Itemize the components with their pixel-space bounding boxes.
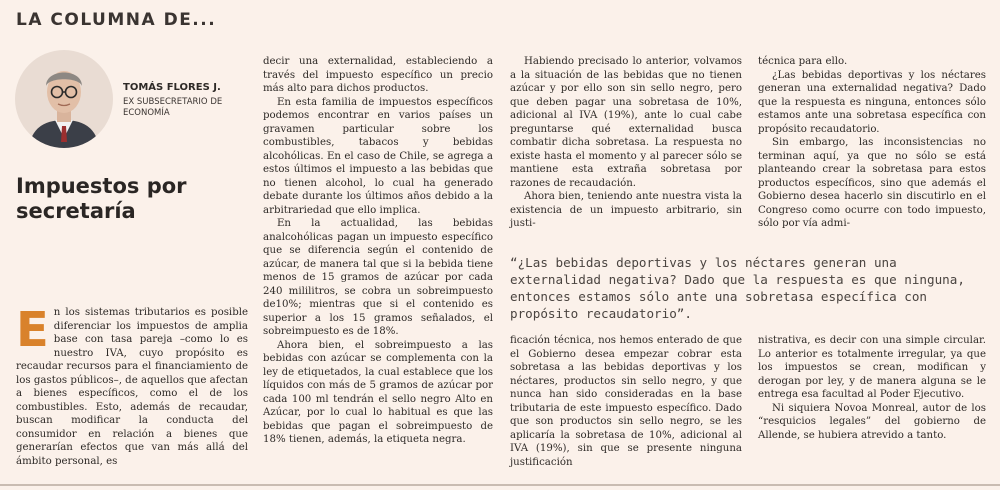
column-4-paragraph-1: técnica para ello. bbox=[758, 56, 848, 67]
column-1-text: n los sistemas tributarios es posible diferenciar los impuestos de amplia base con tasa pareja –como lo es nuestro IVA, cuyo propósito es recaudar recursos para el financiamiento de los gastos públicos–, de aquellos que afectan a bienes específicos, como el de los combustibles. Esto, además de recaudar, buscan modificar la conducta del consumidor en relación a bienes que generarían efectos que van más allá del ámbito personal, es bbox=[16, 307, 248, 467]
column-4-paragraph-3: Sin embargo, las inconsistencias no terminan aquí, ya que no sólo se está planteando crear la sobretasa para estos productos específicos, sino que además el Gobierno desea hacerlo sin discutirlo en el Congreso como ocurre con todo impuesto, sólo por vía admi- bbox=[758, 137, 986, 229]
column-2-paragraph-3: En la actualidad, las bebidas analcohólicas pagan un impuesto específico que se diferencia según el contenido de azúcar, de manera tal que si la bebida tiene menos de 15 gramos de azúcar por cada 240 mililitros, se cobra un sobreimpuesto de10%; mientras que si el contenido es superior a los 15 gramos señalados, el sobreimpuesto es de 18%. bbox=[263, 218, 493, 337]
column-4-paragraph-5: Ni siquiera Novoa Monreal, autor de los “resquicios legales” del gobierno de Allende, se hubiera atrevido a tanto. bbox=[758, 402, 986, 441]
author-portrait-icon bbox=[15, 50, 113, 148]
pull-quote: “¿Las bebidas deportivas y los néctares generan una externalidad negativa? Dado que la respuesta es que ninguna, entonces estamos sólo ante una sobretasa específica con propósito recaudatorio”. bbox=[510, 255, 965, 321]
column-3-top bbox=[510, 55, 742, 231]
column-1 bbox=[16, 302, 248, 468]
column-4-bottom bbox=[758, 334, 986, 442]
column-1-paragraph bbox=[16, 302, 248, 468]
dropcap-letter: E bbox=[16, 302, 49, 358]
column-3-paragraph-2: Ahora bien, teniendo ante nuestra vista la existencia de un impuesto arbitrario, sin justi- bbox=[510, 191, 742, 229]
column-3-bottom bbox=[510, 334, 742, 469]
article-headline: Impuestos por secretaría bbox=[16, 174, 187, 223]
section-header: LA COLUMNA DE... bbox=[16, 10, 217, 30]
column-2-paragraph-4: Ahora bien, el sobreimpuesto a las bebidas con azúcar se complementa con la ley de etiquetados, la cual establece que los líquidos con más de 5 gramos de azúcar por cada 100 ml tendrán el sello negro Alto en Azúcar, por lo cual lo habitual es que las bebidas que pagan el sobreimpuesto de 18% tienen, además, la etiqueta negra. bbox=[263, 339, 493, 445]
author-avatar bbox=[15, 50, 113, 148]
column-3-paragraph-1: Habiendo precisado lo anterior, volvamos a la situación de las bebidas que no tienen azúcar y por ello son sin sello negro, pero que deben pagar una sobretasa de 10%, adicional al IVA (19%), ante lo cual cabe preguntarse qué externalidad busca combatir dicha sobretasa. La respuesta no existe hasta el momento y al parecer sólo se mantiene esta extraña sobretasa por razones de recaudación. bbox=[510, 56, 742, 189]
author-name: TOMÁS FLORES J. bbox=[123, 82, 221, 93]
author-role: EX SUBSECRETARIO DE ECONOMÍA bbox=[123, 97, 223, 118]
column-2-paragraph-2: En esta familia de impuestos específicos podemos encontrar en varios países un gravamen particular sobre los combustibles, tabacos y bebidas alcohólicas. En el caso de Chile, se agrega a estos últimos el impuesto a las bebidas que no tienen alcohol, lo cual ha generado debate durante los últimos años debido a la arbitrariedad que ello implica. bbox=[263, 96, 493, 216]
column-2-paragraph-1: decir una externalidad, estableciendo a través del impuesto específico un precio más alto para dichos productos. bbox=[263, 56, 493, 94]
column-4-top bbox=[758, 55, 986, 231]
column-4-paragraph-4: nistrativa, es decir con una simple circular. Lo anterior es totalmente irregular, ya que los impuestos se crean, modifican y derogan por ley, y de manera alguna se le entrega esa facultad al Poder Ejecutivo. bbox=[758, 335, 986, 400]
bottom-divider bbox=[0, 484, 1000, 486]
column-4-paragraph-2: ¿Las bebidas deportivas y los néctares generan una externalidad negativa? Dado que la respuesta es ninguna, entonces sólo estamos ante una sobretasa específica con propósito recaudatorio. bbox=[758, 69, 986, 135]
column-2 bbox=[263, 55, 493, 447]
column-3-paragraph-3: ficación técnica, nos hemos enterado de que el Gobierno desea empezar cobrar esta sobretasa a las bebidas deportivas y los néctares, productos sin sello negro, y que nunca han sido consideradas en la base tributaria de este impuesto específico. Dado que son productos sin sello negro, se les aplicaría la sobretasa de 10%, adicional al IVA (19%), sin que se presente ninguna justificación bbox=[510, 335, 742, 468]
